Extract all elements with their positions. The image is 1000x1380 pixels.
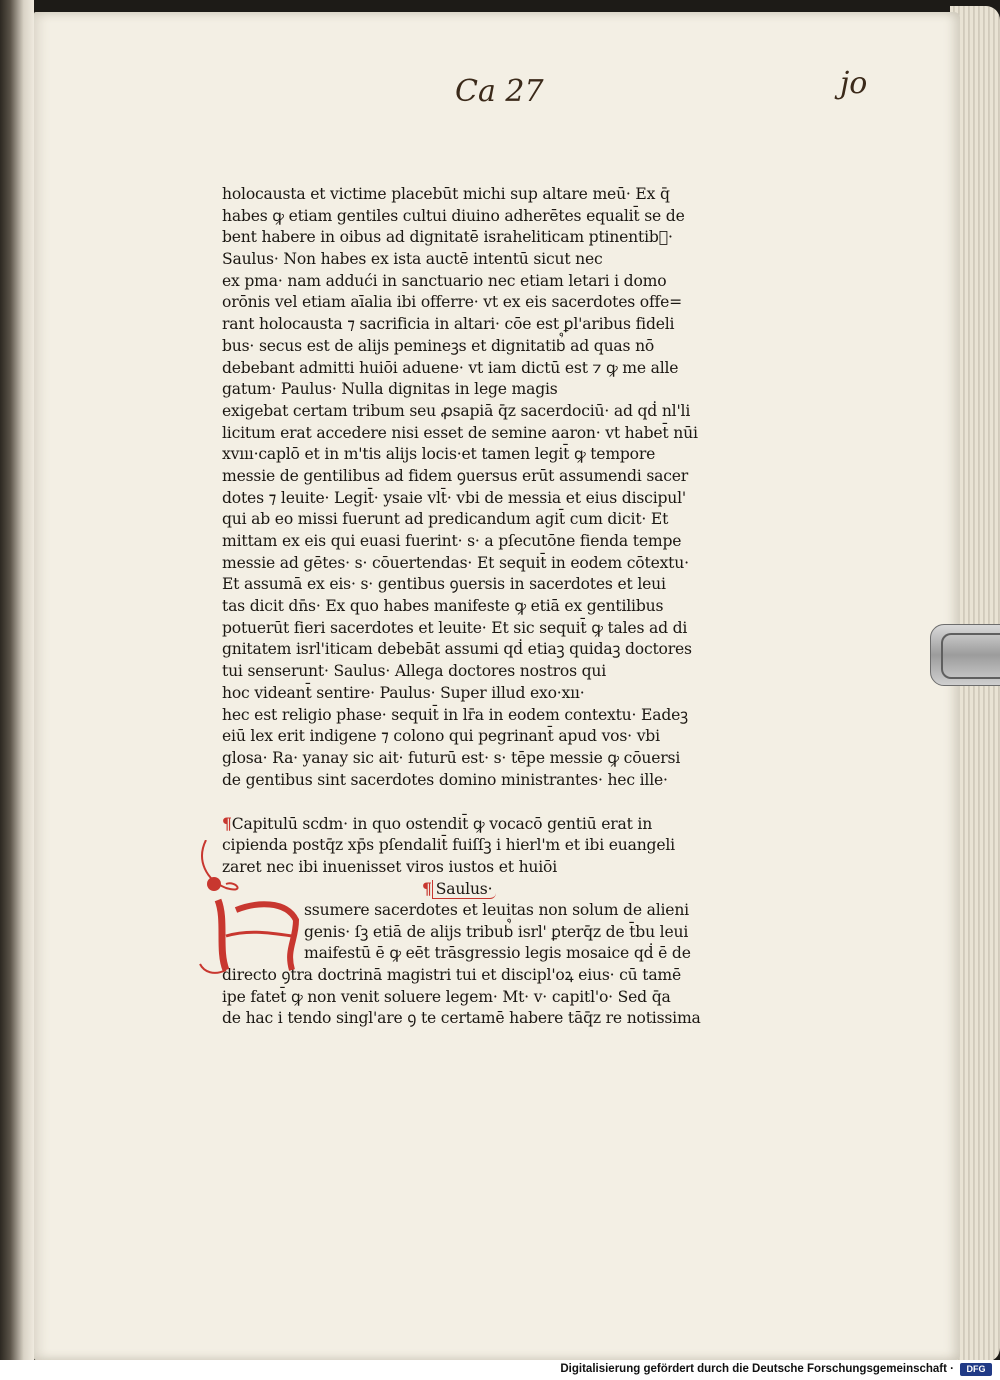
chapter-heading-text: Capitulū scdm· in quo ostendit̄ ꝙ vocacō gentiū erat in — [231, 815, 653, 834]
book-binding — [0, 0, 34, 1360]
text-line: hoc videant̄ sentire· Paulus· Super illud exo·xıı· — [222, 683, 585, 702]
text-line: ipe fatet̄ ꝙ non venit soluere legem· Mt· v· capitl'o· Sed q̄a — [222, 987, 671, 1006]
text-line: qui ab eo missi fuerunt ad predicandum agit̄ cum dicit· Et — [222, 510, 669, 529]
text-line: de gentibus sint sacerdotes domino ministrantes· hec ille· — [222, 770, 668, 789]
red-initial-letter — [196, 840, 306, 980]
text-line: dotes ⁊ leuite· Legit̄· ysaie vlt̄· vbi de messia et eius discipul' — [222, 488, 687, 507]
text-line: ssumere sacerdotes et leuitas non solum de alieni — [304, 901, 689, 919]
text-line: licitum erat accedere nisi esset de semine aaron· vt habet̄ nūi — [222, 423, 698, 442]
chapter-heading-line — [222, 813, 732, 835]
dfg-logo: DFG — [960, 1363, 992, 1376]
text-line: Saulus· Non habes ex ista auctē intentū sicut nec — [222, 250, 603, 269]
page-clip — [930, 624, 1000, 686]
text-line: messie ad gētes· s· cōuertendas· Et sequit̄ in eodem cōtextu· — [222, 553, 689, 572]
text-line: debebant admitti huiōi aduene· vt iam dictū est ⁊ ꝙ me alle — [222, 358, 679, 377]
text-line: tui senserunt· Saulus· Allega doctores nostros qui — [222, 662, 607, 681]
text-line: tas dicit dn̄s· Ex quo habes manifeste ꝙ etiā ex gentilibus — [222, 597, 664, 616]
text-line: exigebat certam tribum seu ꝓsapiā q̄z sacerdociū· ad qḋ nl'li — [222, 401, 691, 420]
text-line: potuerūt fieri sacerdotes et leuite· Et sic sequit̄ ꝙ tales ad di — [222, 618, 688, 637]
page-clip-loop — [941, 633, 1000, 679]
pilcrow-mark: ¶ — [422, 879, 432, 899]
text-line: bus· secus est de alijs pemineꝫs et dignitatib᷒ ad quas nō — [222, 336, 655, 355]
text-line: maifestū ē ꝙ eēt trāsgressio legis mosaice qḋ ē de — [304, 944, 691, 963]
handwritten-folio-number: jo — [840, 66, 868, 101]
initial-stroke-right — [236, 904, 296, 970]
initial-dot — [207, 877, 221, 891]
text-line: ex pma· nam addući in sanctuario nec etiam letari i domo — [222, 271, 667, 290]
text-line: orōnis vel etiam aīalia ibi offerre· vt ex eis sacerdotes offe= — [222, 293, 683, 312]
text-line: gnitatem isrl'iticam debebāt assumi qḋ etiaꝫ quidaꝫ doctores — [222, 640, 692, 659]
text-line: bent habere in oibus ad dignitatē israheliticam ptinentib᷒· — [222, 228, 673, 247]
handwritten-chapter-note: Ca 27 — [455, 74, 544, 109]
text-line: mittam ex eis qui euasi fuerint· s· a pſecutōne fienda tempe — [222, 532, 682, 550]
footer-credit: Digitalisierung gefördert durch die Deutsche Forschungsgemeinschaft · — [560, 1363, 954, 1375]
text-line: gatum· Paulus· Nulla dignitas in lege magis — [222, 380, 558, 399]
text-line: habes ꝙ etiam gentiles cultui diuino adherētes equalit̄ se de — [222, 206, 685, 225]
text-line: glosa· Ra· yanay sic ait· futurū est· s· tēpe messie ꝙ cōuersi — [222, 748, 681, 767]
text-line: hec est religio phase· sequit̄ in lr̄a in eodem contextu· Eadeꝫ — [222, 705, 688, 724]
text-line: rant holocausta ⁊ sacrificia in altari· cōe est ꝑl'aribus fideli — [222, 315, 675, 334]
initial-crossbar — [226, 932, 292, 936]
text-line: directo ꝯtra doctrinā magistri tui et discipl'oꝝ eius· cū tamē — [222, 966, 682, 985]
text-line: genis· ſꝫ etiā de alijs tribub᷒ isrl' ꝑterq̄z de t̄bu leui — [304, 922, 689, 941]
chapter-heading-line: cipienda postq̄z xp̄s pſendalit̄ fuiſſꝫ i hierl'm et ibi euangeli — [222, 835, 675, 854]
text-line: messie de gentilibus ad fidem ꝯuersus erūt assumendi sacer — [222, 466, 689, 485]
chapter-heading-line: zaret nec ibi inuenisset viros iustos et huiōi — [222, 857, 558, 876]
text-line: Et assumā ex eis· s· gentibus ꝯuersis in sacerdotes et leui — [222, 575, 666, 594]
text-line: xvııı·caplō et in m'tis alijs locis·et tamen legit̄ ꝙ tempore — [222, 445, 656, 464]
footer-bar — [0, 1360, 1000, 1380]
text-line: de hac i tendo singl'are ꝯ te certamē habere tāq̄z re notissima — [222, 1009, 701, 1028]
speaker-rubric: Saulus· — [432, 880, 497, 899]
paragraph-gap — [222, 791, 732, 813]
text-line: holocausta et victime placebūt michi sup altare meū· Ex q̄ — [222, 185, 670, 203]
text-line: eiū lex erit indigene ⁊ colono qui pegrinant̄ apud vos· vbi — [222, 727, 660, 746]
initial-stroke-left — [218, 900, 226, 970]
pilcrow-mark: ¶ — [222, 814, 232, 834]
